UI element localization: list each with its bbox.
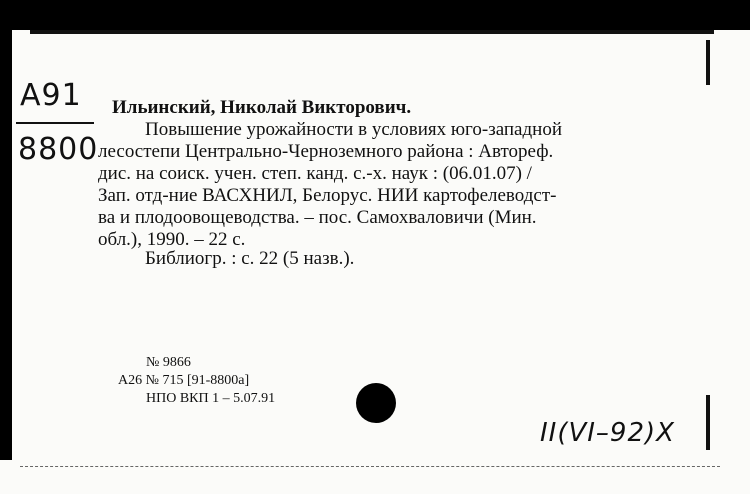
card-code: А26 № 715 [91-8800а] [118,373,250,388]
edge-mark [706,40,710,85]
title-line: обл.), 1990. – 22 с. [98,229,246,250]
edge-mark [706,395,710,450]
handwritten-note: ІІ(VI–92)Х [540,418,675,448]
punch-hole [356,383,396,423]
shelf-mark-top: А91 [20,78,82,113]
card-number: № 9866 [146,355,191,370]
title-line: дис. на соиск. учен. степ. канд. с.-х. наук : (06.01.07) / [98,163,532,184]
printer-imprint: НПО ВКП 1 – 5.07.91 [146,391,276,406]
title-line: Зап. отд-ние ВАСХНИЛ, Белорус. НИИ картофелеводст- [98,185,557,206]
edge-mark [30,30,714,34]
shelf-mark-bottom: 8800 [18,132,99,167]
shelf-mark-divider [16,122,94,124]
bibliography-note: Библиогр. : с. 22 (5 назв.). [145,248,355,269]
title-line: лесостепи Центрально-Черноземного района : Автореф. [98,141,554,162]
card-edge-line [20,466,720,467]
title-line: ва и плодоовощеводства. – пос. Самохваловичи (Мин. [98,207,537,228]
author-heading: Ильинский, Николай Викторович. [112,97,412,118]
title-line: Повышение урожайности в условиях юго-западной [145,119,562,140]
card-right-margin [714,30,750,460]
